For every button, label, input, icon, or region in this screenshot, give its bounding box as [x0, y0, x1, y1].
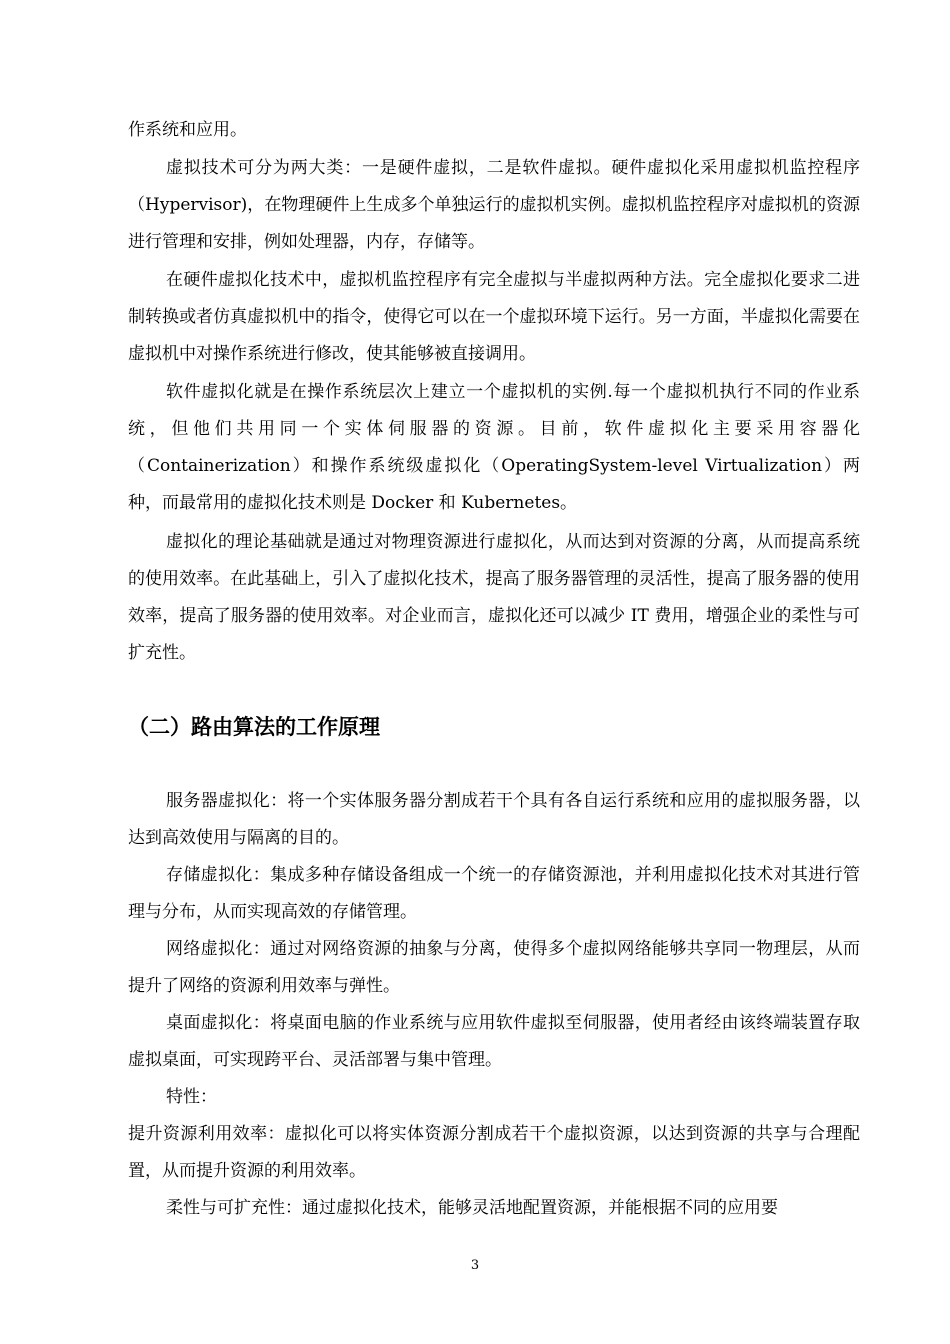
paragraph-virtualization-types: 虚拟技术可分为两大类：一是硬件虚拟，二是软件虚拟。硬件虚拟化采用虚拟机监控程序（Hypervisor)，在物理硬件上生成多个单独运行的虚拟机实例。虚拟机监控程序对虚拟机的资源进行管理和安排，例如处理器，内存，存储等。: [128, 158, 860, 252]
paragraph-server-virtualization: 服务器虚拟化：将一个实体服务器分割成若干个具有各自运行系统和应用的虚拟服务器，以达到高效使用与隔离的目的。: [128, 791, 860, 848]
section-heading: （二）路由算法的工作原理: [128, 715, 380, 739]
paragraph-resource-efficiency: 提升资源利用效率：虚拟化可以将实体资源分割成若干个虚拟资源，以达到资源的共享与合理配置，从而提升资源的利用效率。: [128, 1124, 860, 1181]
paragraph-flexibility: 柔性与可扩充性：通过虚拟化技术，能够灵活地配置资源，并能根据不同的应用要: [166, 1198, 778, 1218]
paragraph-hardware-virtualization: 在硬件虚拟化技术中，虚拟机监控程序有完全虚拟与半虚拟两种方法。完全虚拟化要求二进制转换或者仿真虚拟机中的指令，使得它可以在一个虚拟环境下运行。另一方面，半虚拟化需要在虚拟机中对操作系统进行修改，使其能够被直接调用。: [128, 270, 860, 364]
paragraph-desktop-virtualization: 桌面虚拟化：将桌面电脑的作业系统与应用软件虚拟至伺服器，使用者经由该终端装置存取虚拟桌面，可实现跨平台、灵活部署与集中管理。: [128, 1013, 860, 1070]
paragraph-os-and-apps: 作系统和应用。: [128, 120, 247, 140]
paragraph-network-virtualization: 网络虚拟化：通过对网络资源的抽象与分离，使得多个虚拟网络能够共享同一物理层，从而提升了网络的资源利用效率与弹性。: [128, 939, 860, 996]
paragraph-virtualization-theory: 虚拟化的理论基础就是通过对物理资源进行虚拟化，从而达到对资源的分离，从而提高系统的使用效率。在此基础上，引入了虚拟化技术，提高了服务器管理的灵活性，提高了服务器的使用效率，提高了服务器的使用效率。对企业而言，虚拟化还可以减少 IT 费用，增强企业的柔性与可扩充性。: [128, 532, 860, 663]
page-number: 3: [470, 1258, 480, 1273]
paragraph-features-label: 特性：: [166, 1087, 217, 1107]
paragraph-software-virtualization: 软件虚拟化就是在操作系统层次上建立一个虚拟机的实例.每一个虚拟机执行不同的作业系统，但他们共用同一个实体伺服器的资源。目前，软件虚拟化主要采用容器化（Containerization）和操作系统级虚拟化（OperatingSystem-level Virtualization）两种，而最常用的虚拟化技术则是 Docker 和 Kubernetes。: [128, 382, 860, 513]
paragraph-storage-virtualization: 存储虚拟化：集成多种存储设备组成一个统一的存储资源池，并利用虚拟化技术对其进行管理与分布，从而实现高效的存储管理。: [128, 865, 860, 922]
